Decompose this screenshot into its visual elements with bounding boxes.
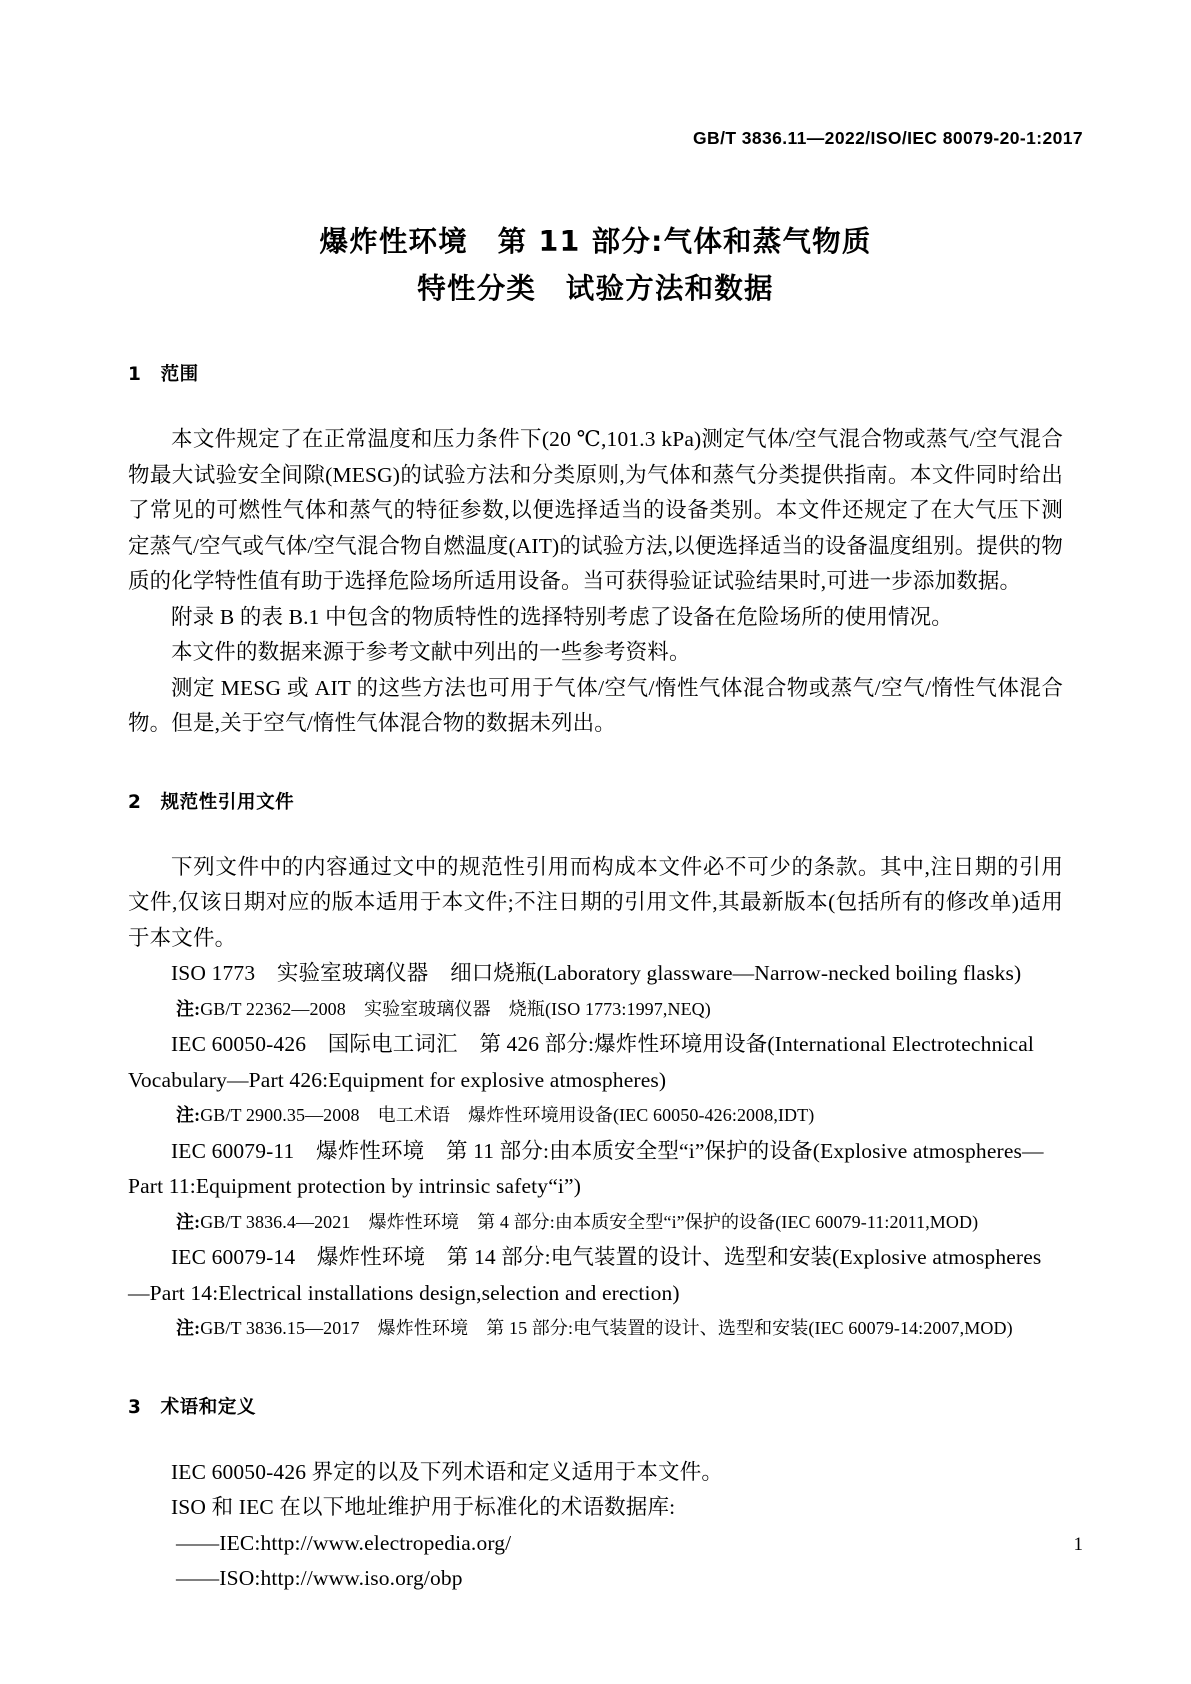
- note-text: GB/T 22362—2008 实验室玻璃仪器 烧瓶(ISO 1773:1997,NEQ): [200, 998, 711, 1019]
- note-label: 注:: [176, 1105, 201, 1125]
- scope-paragraph-3: 本文件的数据来源于参考文献中列出的一些参考资料。: [171, 640, 691, 664]
- spacer: [128, 814, 1063, 850]
- section-heading-terms-and-definitions: 3 术语和定义: [128, 1396, 257, 1418]
- spacer: [128, 386, 1063, 422]
- scope-paragraph-2: 附录 B 的表 B.1 中包含的物质特性的选择特别考虑了设备在危险场所的使用情况。: [171, 604, 953, 629]
- document-body: [128, 360, 1063, 1597]
- note-label: 注:: [176, 1318, 201, 1338]
- terminology-database-link-iso[interactable]: ——ISO:http://www.iso.org/obp: [176, 1566, 463, 1590]
- terms-paragraph-1: IEC 60050-426 界定的以及下列术语和定义适用于本文件。: [171, 1459, 723, 1484]
- reference-note: [128, 1098, 1063, 1134]
- note-label: 注:: [176, 1211, 201, 1232]
- reference-note: [128, 1205, 1063, 1241]
- note-label: 注:: [176, 998, 201, 1019]
- spacer: [128, 1347, 1063, 1393]
- normative-references-intro: 下列文件中的内容通过文中的规范性引用而构成本文件必不可少的条款。其中,注日期的引用文件,仅该日期对应的版本适用于本文件;不注日期的引用文件,其最新版本(包括所有的修改单)适用于本文件。: [128, 854, 1063, 950]
- running-header-standard-code: GB/T 3836.11—2022/ISO/IEC 80079-20-1:2017: [693, 128, 1083, 148]
- note-text: GB/T 2900.35—2008 电工术语 爆炸性环境用设备(IEC 60050-426:2008,IDT): [200, 1105, 815, 1125]
- reference-entry: ISO 1773 实验室玻璃仪器 细口烧瓶(Laboratory glassware—Narrow-necked boiling flasks): [171, 961, 1022, 985]
- section-heading-normative-references: 2 规范性引用文件: [128, 791, 295, 813]
- scope-paragraph-4: 测定 MESG 或 AIT 的这些方法也可用于气体/空气/惰性气体混合物或蒸气/空气/惰性气体混合物。但是,关于空气/惰性气体混合物的数据未列出。: [128, 675, 1063, 735]
- reference-entry: IEC 60079-11 爆炸性环境 第 11 部分:由本质安全型“i”保护的设备(Explosive atmospheres—Part 11:Equipment protection by intrinsic safety“i”): [128, 1138, 1044, 1198]
- scope-paragraph-1: 本文件规定了在正常温度和压力条件下(20 ℃,101.3 kPa)测定气体/空气混合物或蒸气/空气混合物最大试验安全间隙(MESG)的试验方法和分类原则,为气体和蒸气分类提供指南。本文件同时给出了常见的可燃性气体和蒸气的特征参数,以便选择适当的设备类别。本文件还规定了在大气压下测定蒸气/空气或气体/空气混合物自燃温度(AIT)的试验方法,以便选择适当的设备温度组别。提供的物质的化学特性值有助于选择危险场所适用设备。当可获得验证试验结果时,可进一步添加数据。: [128, 427, 1063, 593]
- spacer: [128, 1419, 1063, 1455]
- terminology-database-link-iec[interactable]: ——IEC:http://www.electropedia.org/: [176, 1530, 512, 1555]
- note-text: GB/T 3836.15—2017 爆炸性环境 第 15 部分:电气装置的设计、选型和安装(IEC 60079-14:2007,MOD): [200, 1318, 1013, 1338]
- page-number: 1: [1073, 1534, 1083, 1555]
- document-title-line-1: 爆炸性环境 第 11 部分:气体和蒸气物质: [319, 225, 872, 258]
- note-text: GB/T 3836.4—2021 爆炸性环境 第 4 部分:由本质安全型“i”保护的设备(IEC 60079-11:2011,MOD): [200, 1211, 979, 1232]
- terms-paragraph-2: ISO 和 IEC 在以下地址维护用于标准化的术语数据库:: [171, 1495, 676, 1519]
- document-title-line-2: 特性分类 试验方法和数据: [417, 272, 774, 305]
- reference-note: [128, 1311, 1063, 1347]
- section-heading-scope: 1 范围: [128, 364, 199, 385]
- document-title: [0, 218, 1191, 312]
- spacer: [128, 742, 1063, 788]
- reference-note: [128, 992, 1063, 1028]
- reference-entry: IEC 60050-426 国际电工词汇 第 426 部分:爆炸性环境用设备(International Electrotechnical Vocabulary—Part 426:Equipment for explosive atmospheres): [128, 1032, 1035, 1092]
- reference-entry: IEC 60079-14 爆炸性环境 第 14 部分:电气装置的设计、选型和安装(Explosive atmospheres—Part 14:Electrical installations design,selection and erection): [128, 1245, 1042, 1305]
